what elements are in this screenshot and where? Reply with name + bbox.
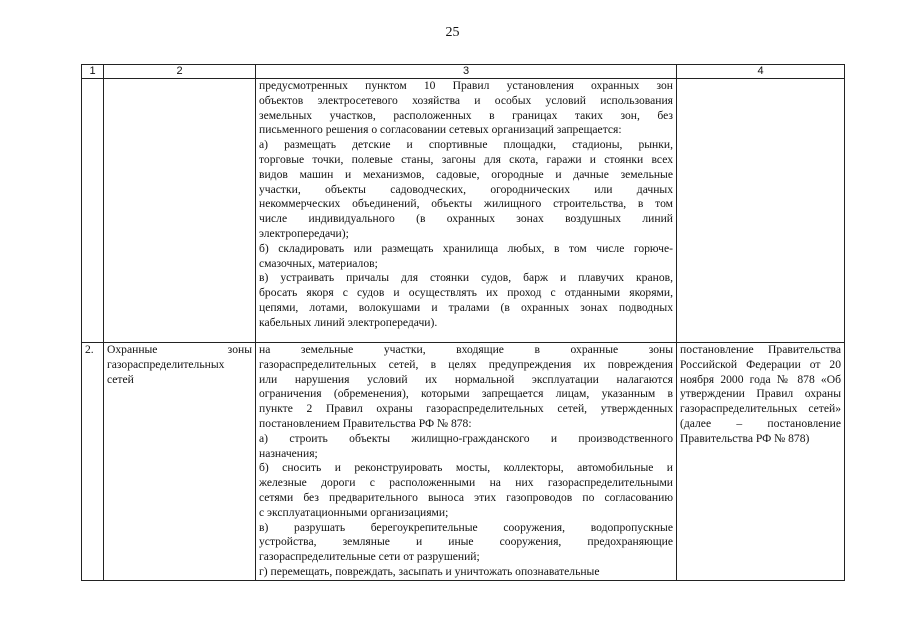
text-line: числе индивидуального (в охранных зонах воздушных линий bbox=[259, 212, 673, 226]
header-col-4: 4 bbox=[677, 65, 845, 79]
row2-zone-text bbox=[107, 343, 252, 387]
text-line: а) строить объекты жилищно-гражданского и производственного bbox=[259, 431, 673, 445]
text-line: б) складировать или размещать хранилища любых, в том числе горюче- bbox=[259, 241, 673, 255]
text-line: электропередачи); bbox=[259, 226, 349, 240]
text-line: объектов электросетевого хозяйства и особых условий использования bbox=[259, 93, 673, 107]
text-line: Охранные зоны bbox=[107, 343, 252, 356]
text-line: сетей bbox=[107, 372, 134, 386]
text-line: ноября 2000 года № 878 «Об bbox=[680, 372, 841, 386]
table-row-2 bbox=[82, 343, 845, 581]
text-line: устройства, земляные и иные сооружения, предохраняющие bbox=[259, 535, 673, 549]
text-line: с эксплуатационными организациями; bbox=[259, 505, 449, 519]
text-line: торговые точки, полевые станы, загоны для скота, гаражи и стоянки всех bbox=[259, 152, 673, 166]
text-line: смазочных, материалов; bbox=[259, 256, 378, 270]
text-line: постановлением Правительства РФ № 878: bbox=[259, 416, 472, 430]
row2-restrictions-cell bbox=[256, 343, 677, 581]
text-line: Правительства РФ № 878) bbox=[680, 431, 810, 445]
text-line: или нарушения условий их нормальной эксплуатации налагаются bbox=[259, 372, 673, 386]
text-line: видов машин и механизмов, садовые, огородные и дачные земельные bbox=[259, 167, 673, 181]
row1-basis-cell bbox=[677, 79, 845, 343]
row1-zone-cell bbox=[104, 79, 256, 343]
text-line: газораспределительные сети от разрушений; bbox=[259, 550, 480, 564]
text-line: а) размещать детские и спортивные площадки, стадионы, рынки, bbox=[259, 138, 673, 152]
text-line: земельных участков, расположенных в границах таких зон, без bbox=[259, 108, 673, 122]
text-line: цепями, лотами, волокушами и тралами (в охранных зонах подводных bbox=[259, 300, 673, 314]
document-table bbox=[81, 64, 845, 581]
text-line: (далее – постановление bbox=[680, 416, 841, 430]
text-line: б) сносить и реконструировать мосты, коллекторы, автомобильные и bbox=[259, 461, 673, 475]
text-line: ограничения (обременения), которыми запрещается лицам, указанным в bbox=[259, 387, 673, 401]
text-line: г) перемещать, повреждать, засыпать и уничтожать опознавательные bbox=[259, 564, 600, 578]
header-col-3: 3 bbox=[256, 65, 677, 79]
text-line: Российской Федерации от 20 bbox=[680, 357, 841, 371]
header-col-2: 2 bbox=[104, 65, 256, 79]
row1-number-cell bbox=[82, 79, 104, 343]
text-line: газораспределительных сетей» bbox=[680, 402, 841, 416]
row1-restrictions-cell bbox=[256, 79, 677, 343]
text-line: газораспределительных bbox=[107, 357, 225, 371]
text-line: на земельные участки, входящие в охранные зоны bbox=[259, 343, 673, 356]
text-line: письменного решения о согласовании сетевых организаций запрещается: bbox=[259, 123, 622, 137]
text-line: предусмотренных пунктом 10 Правил установления охранных зон bbox=[259, 79, 673, 92]
row2-basis-text bbox=[680, 343, 841, 447]
row2-zone-cell bbox=[104, 343, 256, 581]
text-line: пункте 2 Правил охраны газораспределительных сетей, утвержденных bbox=[259, 402, 673, 416]
text-line: в) устраивать причалы для стоянки судов, барж и плавучих кранов, bbox=[259, 271, 673, 285]
row1-restrictions-text bbox=[259, 79, 673, 331]
text-line: некоммерческих объединений, объекты жилищного строительства, в том bbox=[259, 197, 673, 211]
row2-restrictions-text bbox=[259, 343, 673, 580]
text-line: железные дороги с расположенными на них газораспределительными bbox=[259, 476, 673, 490]
text-line: назначения; bbox=[259, 446, 318, 460]
row2-number-cell: 2. bbox=[82, 343, 104, 581]
table-header-row bbox=[82, 65, 845, 79]
row2-basis-cell bbox=[677, 343, 845, 581]
text-line: сетями без предварительного выноса этих газопроводов по согласованию bbox=[259, 490, 673, 504]
page-number: 25 bbox=[445, 25, 460, 40]
header-col-1: 1 bbox=[82, 65, 104, 79]
text-line: утверждении Правил охраны bbox=[680, 387, 841, 401]
text-line: газораспределительных сетей, в целях предупреждения их повреждения bbox=[259, 357, 673, 371]
text-line: участки, объекты садоводческих, огороднических или дачных bbox=[259, 182, 673, 196]
text-line: кабельных линий электропередачи). bbox=[259, 315, 438, 329]
table-row-1 bbox=[82, 79, 845, 343]
text-line: постановление Правительства bbox=[680, 343, 841, 356]
text-line: бросать якоря с судов и осуществлять их проход с отданными якорями, bbox=[259, 286, 673, 300]
text-line: в) разрушать берегоукрепительные сооружения, водопропускные bbox=[259, 520, 673, 534]
